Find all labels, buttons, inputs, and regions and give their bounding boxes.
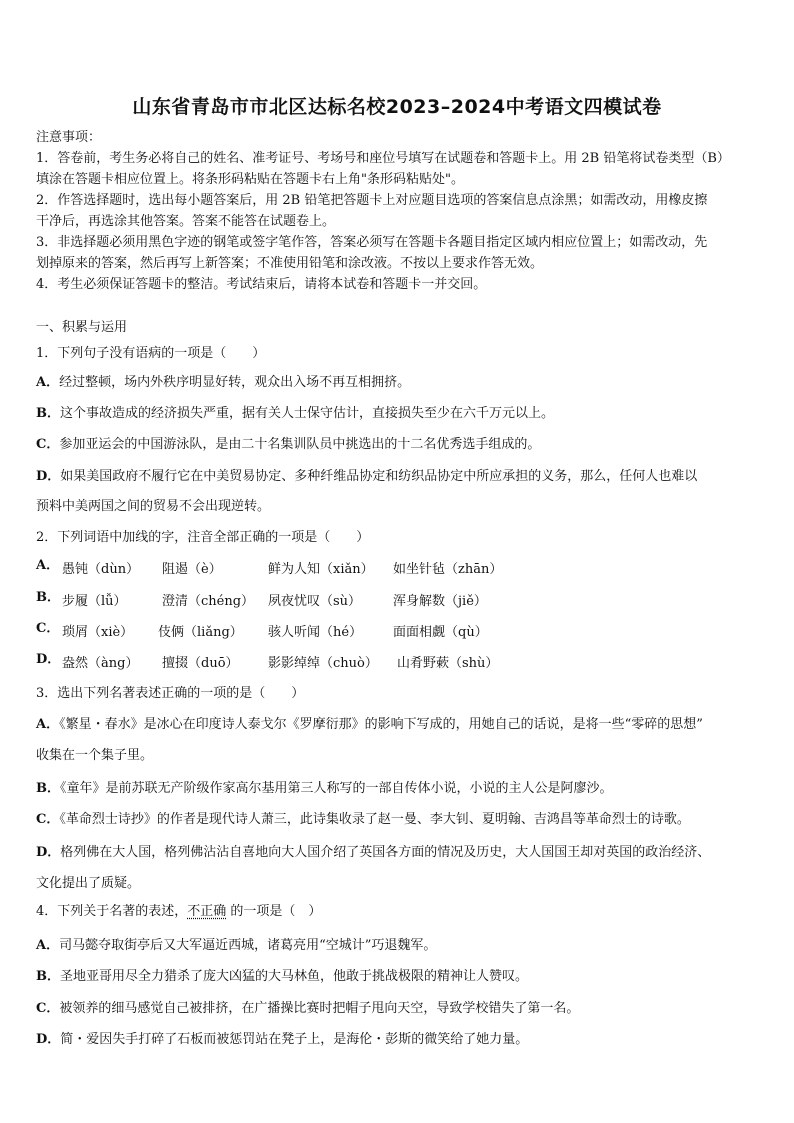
notice-line: 干净后，再选涂其他答案。答案不能答在试题卷上。	[36, 214, 336, 229]
emphasis-text: 不正确	[187, 904, 227, 919]
question-stem: 2．下列词语中加线的字，注音全部正确的一项是（ ）	[36, 530, 370, 545]
question-stem	[36, 904, 321, 920]
option-b	[36, 969, 528, 985]
word-item: 愚钝（dùn）	[62, 562, 140, 577]
section-heading: 一、积累与运用	[36, 320, 128, 335]
option-label: A．	[36, 717, 60, 732]
option-label: A．	[36, 938, 60, 953]
word-item: 鲜为人知（xiǎn）	[268, 562, 374, 577]
option-a	[36, 938, 436, 954]
option-label: D．	[36, 845, 61, 860]
option-row-d	[36, 652, 60, 668]
notice-line: 2．作答选择题时，选出每小题答案后，用 2B 铅笔把答题卡上对应题目选项的答案信息点涂黑；如需改动，用橡皮擦	[36, 193, 708, 208]
option-label: B．	[36, 781, 60, 796]
question-stem: 3．选出下列名著表述正确的一项的是（ ）	[36, 686, 305, 701]
option-text: 这个事故造成的经济损失严重，据有关人士保守估计，直接损失至少在六千万元以上。	[60, 406, 555, 421]
option-label: C．	[36, 1001, 60, 1016]
word-item: 骇人听闻（hé）	[268, 625, 363, 640]
word-item: 琐屑（xiè）	[62, 625, 134, 640]
word-item: 步履（lǚ）	[62, 594, 127, 609]
question-stem: 1．下列句子没有语病的一项是（ ）	[36, 346, 266, 361]
stem-text: 4．下列关于名著的表述，	[36, 904, 188, 919]
option-label: D．	[36, 1032, 61, 1047]
option-text: 格列佛在大人国，格列佛沾沾自喜地向大人国介绍了英国各方面的情况及历史，大人国国王却对英国的政治经济、	[60, 845, 711, 860]
option-label: B．	[36, 406, 60, 421]
option-a-continued: 收集在一个集子里。	[36, 748, 154, 763]
word-item: 山肴野蔌（shù）	[397, 656, 499, 671]
word-item: 擅掇（duō）	[162, 656, 239, 671]
notice-line: 3．非选择题必须用黑色字迹的钢笔或签字笔作答，答案必须写在答题卡各题目指定区域内相应位置上；如需改动，先	[36, 235, 708, 250]
option-label: B．	[36, 969, 60, 984]
option-row-b	[36, 590, 60, 606]
notice-line: 填涂在答题卡相应位置上。将条形码粘贴在答题卡右上角"条形码粘贴处"。	[36, 172, 464, 187]
option-label: D．	[36, 469, 61, 484]
option-label: A．	[36, 558, 60, 573]
option-label: C．	[36, 621, 60, 636]
option-text: 《童年》是前苏联无产阶级作家高尔基用第三人称写的一部自传体小说，小说的主人公是阿廖沙。	[60, 781, 613, 796]
option-text: 《繁星・春水》是冰心在印度诗人泰戈尔《罗摩衍那》的影响下写成的，用她自己的话说，是将一些“零碎的思想”	[59, 717, 703, 732]
option-c	[36, 437, 540, 453]
option-text: 如果美国政府不履行它在中美贸易协定、多种纤维品协定和纺织品协定中所应承担的义务，那么，任何人也难以	[60, 469, 698, 484]
option-a	[36, 375, 410, 391]
notice-line: 4．考生必须保证答题卡的整洁。考试结束后，请将本试卷和答题卡一并交回。	[36, 277, 487, 292]
stem-text: 的一项是（ ）	[226, 904, 322, 919]
option-text: 经过整顿，场内外秩序明显好转，观众出入场不再互相拥挤。	[59, 375, 411, 390]
option-label: B．	[36, 590, 60, 605]
word-item: 澄清（chéng）	[162, 594, 255, 609]
option-row-c	[36, 621, 59, 637]
option-text: 简・爱因失手打碎了石板而被惩罚站在凳子上，是海伦・彭斯的微笑给了她力量。	[60, 1032, 529, 1047]
page-title: 山东省青岛市市北区达标名校2023–2024中考语文四模试卷	[132, 96, 662, 118]
option-b	[36, 781, 613, 797]
option-c	[36, 1001, 579, 1017]
word-item: 阻遏（è）	[162, 562, 222, 577]
option-d	[36, 1032, 528, 1048]
option-label: C．	[36, 437, 60, 452]
option-b	[36, 406, 554, 422]
word-item: 伎俩（liǎng）	[158, 625, 243, 640]
option-d	[36, 845, 710, 861]
option-text: 圣地亚哥用尽全力猎杀了庞大凶猛的大马林鱼，他敢于挑战极限的精神让人赞叹。	[60, 969, 529, 984]
word-item: 夙夜忧叹（sù）	[268, 594, 362, 609]
notice-heading: 注意事项：	[36, 130, 102, 145]
option-text: 司马懿夺取街亭后又大军逼近西城，诸葛亮用“空城计”巧退魏军。	[59, 938, 437, 953]
option-text: 《革命烈士诗抄》的作者是现代诗人萧三，此诗集收录了赵一曼、李大钊、夏明翰、吉鸿昌等革命烈士的诗歌。	[59, 812, 690, 827]
word-item: 浑身解数（jiě）	[393, 594, 487, 609]
option-d	[36, 469, 697, 485]
notice-line: 1．答卷前，考生务必将自己的姓名、准考证号、考场号和座位号填写在试题卷和答题卡上。用 2B 铅笔将试卷类型（B）	[36, 151, 730, 166]
word-item: 如坐针毡（zhān）	[393, 562, 503, 577]
option-d-continued: 预料中美两国之间的贸易不会出现逆转。	[36, 499, 271, 514]
option-text: 被领养的细马感觉自己被排挤，在广播操比赛时把帽子甩向天空，导致学校错失了第一名。	[59, 1001, 580, 1016]
option-row-a	[36, 558, 59, 574]
word-item: 影影绰绰（chuò）	[268, 656, 378, 671]
word-item: 盎然（àng）	[62, 656, 139, 671]
option-c	[36, 812, 690, 828]
option-label: C．	[36, 812, 60, 827]
option-a	[36, 717, 703, 733]
option-label: A．	[36, 375, 60, 390]
option-text: 参加亚运会的中国游泳队，是由二十名集训队员中挑选出的十二名优秀选手组成的。	[59, 437, 541, 452]
option-d-continued: 文化提出了质疑。	[36, 876, 141, 891]
option-label: D．	[36, 652, 61, 667]
notice-line: 划掉原来的答案，然后再写上新答案；不准使用铅笔和涂改液。不按以上要求作答无效。	[36, 256, 544, 271]
word-item: 面面相觑（qù）	[393, 625, 488, 640]
